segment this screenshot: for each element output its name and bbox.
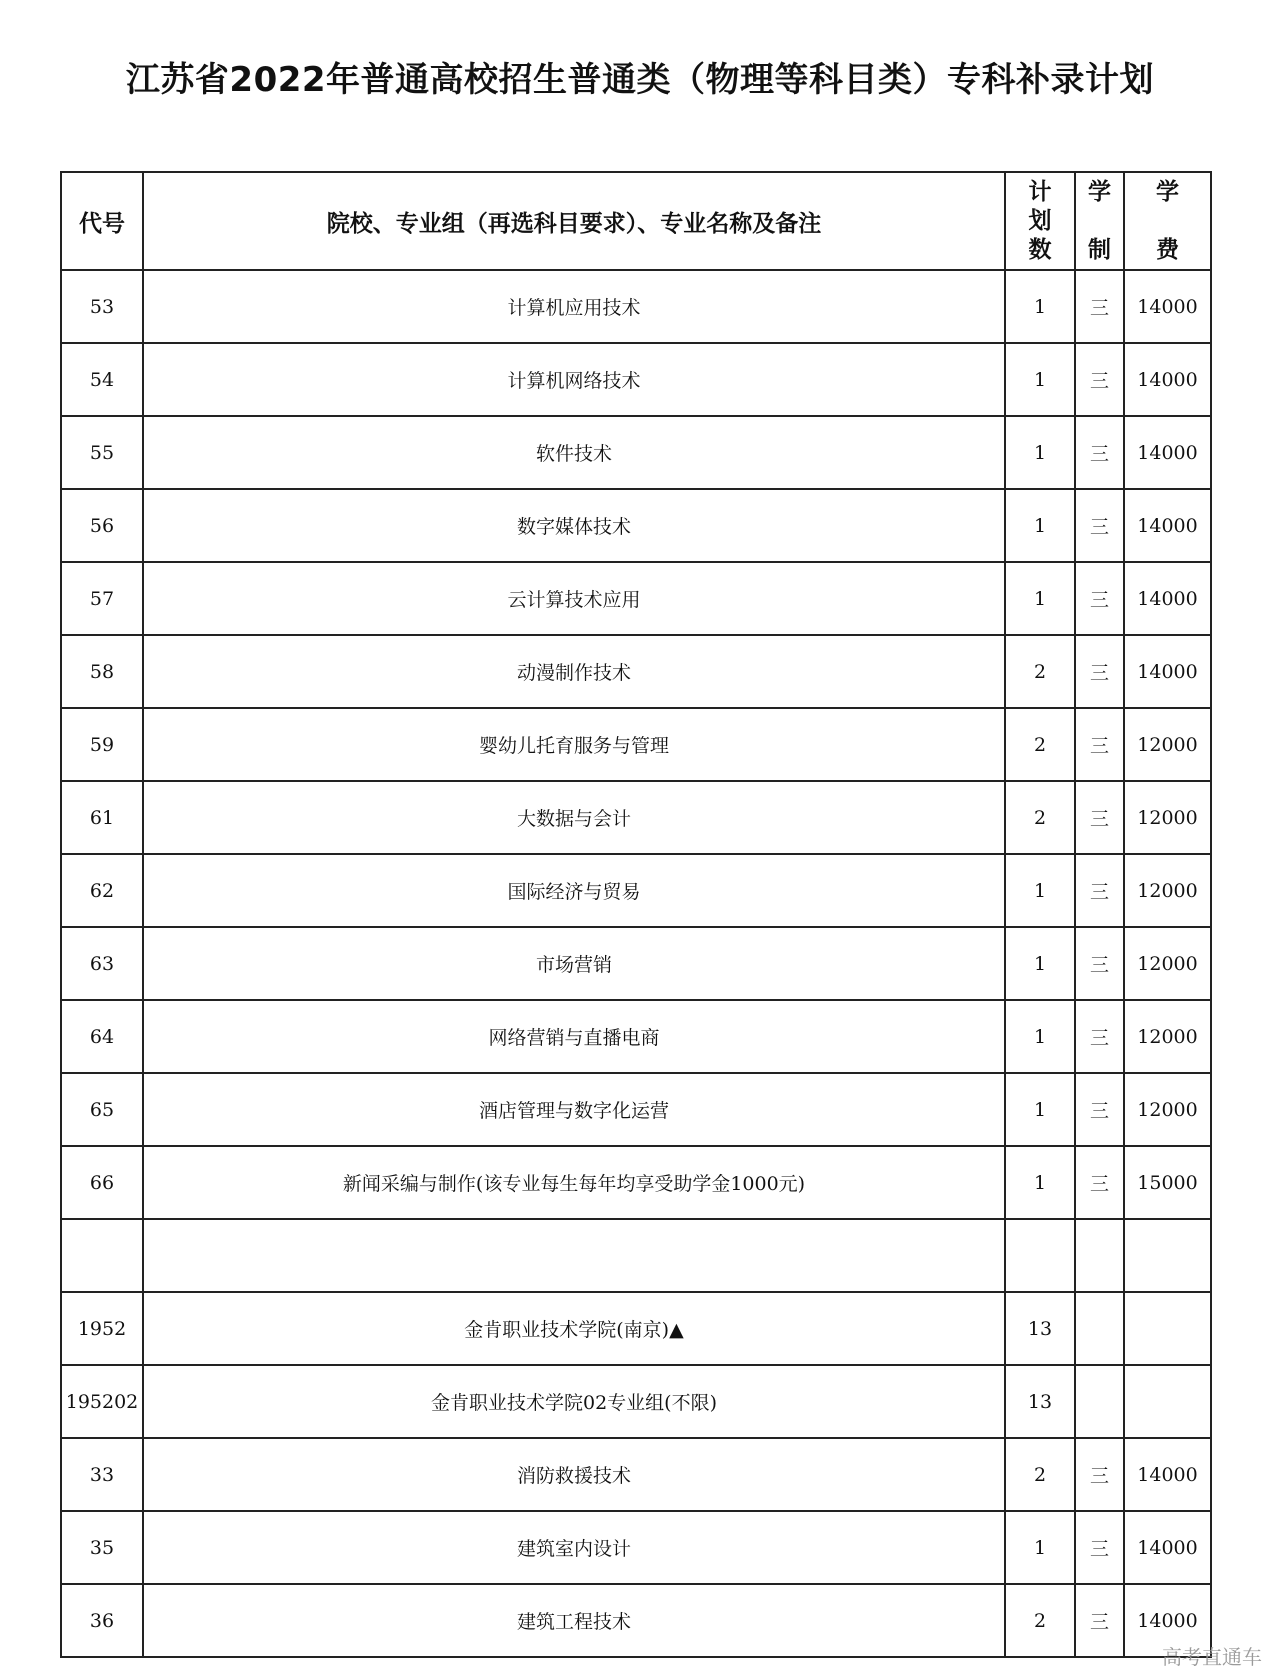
cell-duration: 三 [1075, 635, 1124, 708]
header-duration-char: 学 [1088, 179, 1111, 205]
header-name: 院校、专业组（再选科目要求）、专业名称及备注 [143, 172, 1005, 270]
cell-name: 建筑室内设计 [143, 1511, 1005, 1584]
cell-name: 动漫制作技术 [143, 635, 1005, 708]
cell-code: 64 [61, 1000, 143, 1073]
table-row [61, 854, 1211, 927]
table-row [61, 489, 1211, 562]
cell-duration: 三 [1075, 343, 1124, 416]
table-row [61, 708, 1211, 781]
cell-code: 54 [61, 343, 143, 416]
table-header-row [61, 172, 1211, 270]
table-row [61, 1146, 1211, 1219]
cell-name: 市场营销 [143, 927, 1005, 1000]
cell-duration: 三 [1075, 708, 1124, 781]
cell-code: 53 [61, 270, 143, 343]
cell-fee: 14000 [1124, 1438, 1211, 1511]
cell-code: 195202 [61, 1365, 143, 1438]
cell-plan: 2 [1005, 635, 1075, 708]
table-row [61, 343, 1211, 416]
cell-fee: 12000 [1124, 854, 1211, 927]
header-fee [1124, 172, 1211, 270]
cell-duration [1075, 1365, 1124, 1438]
cell-code: 61 [61, 781, 143, 854]
cell-name: 计算机应用技术 [143, 270, 1005, 343]
cell-duration [1075, 1292, 1124, 1365]
header-plan-char: 计 [1028, 179, 1052, 205]
table-row [61, 781, 1211, 854]
cell-name: 金肯职业技术学院(南京)▲ [143, 1292, 1005, 1365]
page-title: 江苏省2022年普通高校招生普通类（物理等科目类）专科补录计划 [125, 60, 1155, 100]
cell-duration: 三 [1075, 854, 1124, 927]
cell-plan: 1 [1005, 416, 1075, 489]
header-plan-char: 数 [1028, 237, 1052, 263]
watermark-text: 高考直通车 [1162, 1645, 1262, 1669]
cell-code: 33 [61, 1438, 143, 1511]
cell-code: 1952 [61, 1292, 143, 1365]
enrollment-plan-table [60, 171, 1212, 1658]
cell-plan: 1 [1005, 489, 1075, 562]
cell-fee: 15000 [1124, 1146, 1211, 1219]
cell-name: 数字媒体技术 [143, 489, 1005, 562]
cell-plan: 2 [1005, 1584, 1075, 1657]
cell-fee [1124, 1292, 1211, 1365]
cell-duration [1075, 1219, 1124, 1292]
cell-fee: 14000 [1124, 489, 1211, 562]
cell-fee: 12000 [1124, 1000, 1211, 1073]
cell-fee: 14000 [1124, 1584, 1211, 1657]
cell-code: 55 [61, 416, 143, 489]
header-fee-char: 费 [1156, 237, 1179, 263]
cell-name: 软件技术 [143, 416, 1005, 489]
cell-duration: 三 [1075, 489, 1124, 562]
cell-code: 63 [61, 927, 143, 1000]
cell-plan: 1 [1005, 562, 1075, 635]
table-row-school [61, 1292, 1211, 1365]
cell-name: 云计算技术应用 [143, 562, 1005, 635]
cell-duration: 三 [1075, 270, 1124, 343]
cell-fee: 14000 [1124, 416, 1211, 489]
cell-fee: 14000 [1124, 343, 1211, 416]
cell-duration: 三 [1075, 562, 1124, 635]
table-row [61, 1584, 1211, 1657]
cell-name: 金肯职业技术学院02专业组(不限) [143, 1365, 1005, 1438]
cell-duration: 三 [1075, 1146, 1124, 1219]
cell-plan: 2 [1005, 1438, 1075, 1511]
cell-name: 婴幼儿托育服务与管理 [143, 708, 1005, 781]
table-row [61, 562, 1211, 635]
cell-plan: 1 [1005, 1073, 1075, 1146]
cell-code: 35 [61, 1511, 143, 1584]
cell-code: 62 [61, 854, 143, 927]
header-code: 代号 [61, 172, 143, 270]
table-row [61, 1073, 1211, 1146]
cell-fee: 14000 [1124, 1511, 1211, 1584]
cell-name: 计算机网络技术 [143, 343, 1005, 416]
header-fee-char: 学 [1156, 179, 1179, 205]
cell-plan: 13 [1005, 1365, 1075, 1438]
cell-name: 酒店管理与数字化运营 [143, 1073, 1005, 1146]
cell-fee: 14000 [1124, 562, 1211, 635]
cell-fee [1124, 1219, 1211, 1292]
cell-duration: 三 [1075, 781, 1124, 854]
table-row [61, 1511, 1211, 1584]
cell-duration: 三 [1075, 1073, 1124, 1146]
header-duration-char: 制 [1088, 237, 1111, 263]
table-row [61, 927, 1211, 1000]
cell-plan [1005, 1219, 1075, 1292]
cell-duration: 三 [1075, 1511, 1124, 1584]
header-plan [1005, 172, 1075, 270]
cell-code: 65 [61, 1073, 143, 1146]
cell-plan: 1 [1005, 1000, 1075, 1073]
cell-name: 大数据与会计 [143, 781, 1005, 854]
cell-plan: 13 [1005, 1292, 1075, 1365]
cell-fee: 12000 [1124, 781, 1211, 854]
cell-name: 新闻采编与制作(该专业每生每年均享受助学金1000元) [143, 1146, 1005, 1219]
table-body [61, 270, 1211, 1657]
cell-code: 56 [61, 489, 143, 562]
cell-duration: 三 [1075, 927, 1124, 1000]
cell-plan: 1 [1005, 343, 1075, 416]
cell-duration: 三 [1075, 416, 1124, 489]
cell-code: 58 [61, 635, 143, 708]
table-row [61, 416, 1211, 489]
cell-name: 国际经济与贸易 [143, 854, 1005, 927]
cell-name: 消防救援技术 [143, 1438, 1005, 1511]
cell-plan: 1 [1005, 270, 1075, 343]
cell-fee [1124, 1365, 1211, 1438]
cell-fee: 14000 [1124, 635, 1211, 708]
cell-code: 59 [61, 708, 143, 781]
cell-duration: 三 [1075, 1584, 1124, 1657]
cell-code: 57 [61, 562, 143, 635]
table-row [61, 270, 1211, 343]
cell-plan: 2 [1005, 708, 1075, 781]
cell-name: 建筑工程技术 [143, 1584, 1005, 1657]
table-row [61, 635, 1211, 708]
cell-plan: 1 [1005, 1146, 1075, 1219]
table-row-empty [61, 1219, 1211, 1292]
cell-fee: 12000 [1124, 708, 1211, 781]
table-row-group [61, 1365, 1211, 1438]
cell-name: 网络营销与直播电商 [143, 1000, 1005, 1073]
cell-plan: 1 [1005, 1511, 1075, 1584]
cell-code [61, 1219, 143, 1292]
table-row [61, 1438, 1211, 1511]
table-row [61, 1000, 1211, 1073]
cell-fee: 12000 [1124, 927, 1211, 1000]
header-duration [1075, 172, 1124, 270]
header-plan-char: 划 [1028, 208, 1052, 234]
cell-name [143, 1219, 1005, 1292]
cell-code: 66 [61, 1146, 143, 1219]
cell-plan: 1 [1005, 854, 1075, 927]
cell-code: 36 [61, 1584, 143, 1657]
cell-fee: 12000 [1124, 1073, 1211, 1146]
cell-fee: 14000 [1124, 270, 1211, 343]
cell-duration: 三 [1075, 1000, 1124, 1073]
cell-plan: 1 [1005, 927, 1075, 1000]
cell-plan: 2 [1005, 781, 1075, 854]
cell-duration: 三 [1075, 1438, 1124, 1511]
